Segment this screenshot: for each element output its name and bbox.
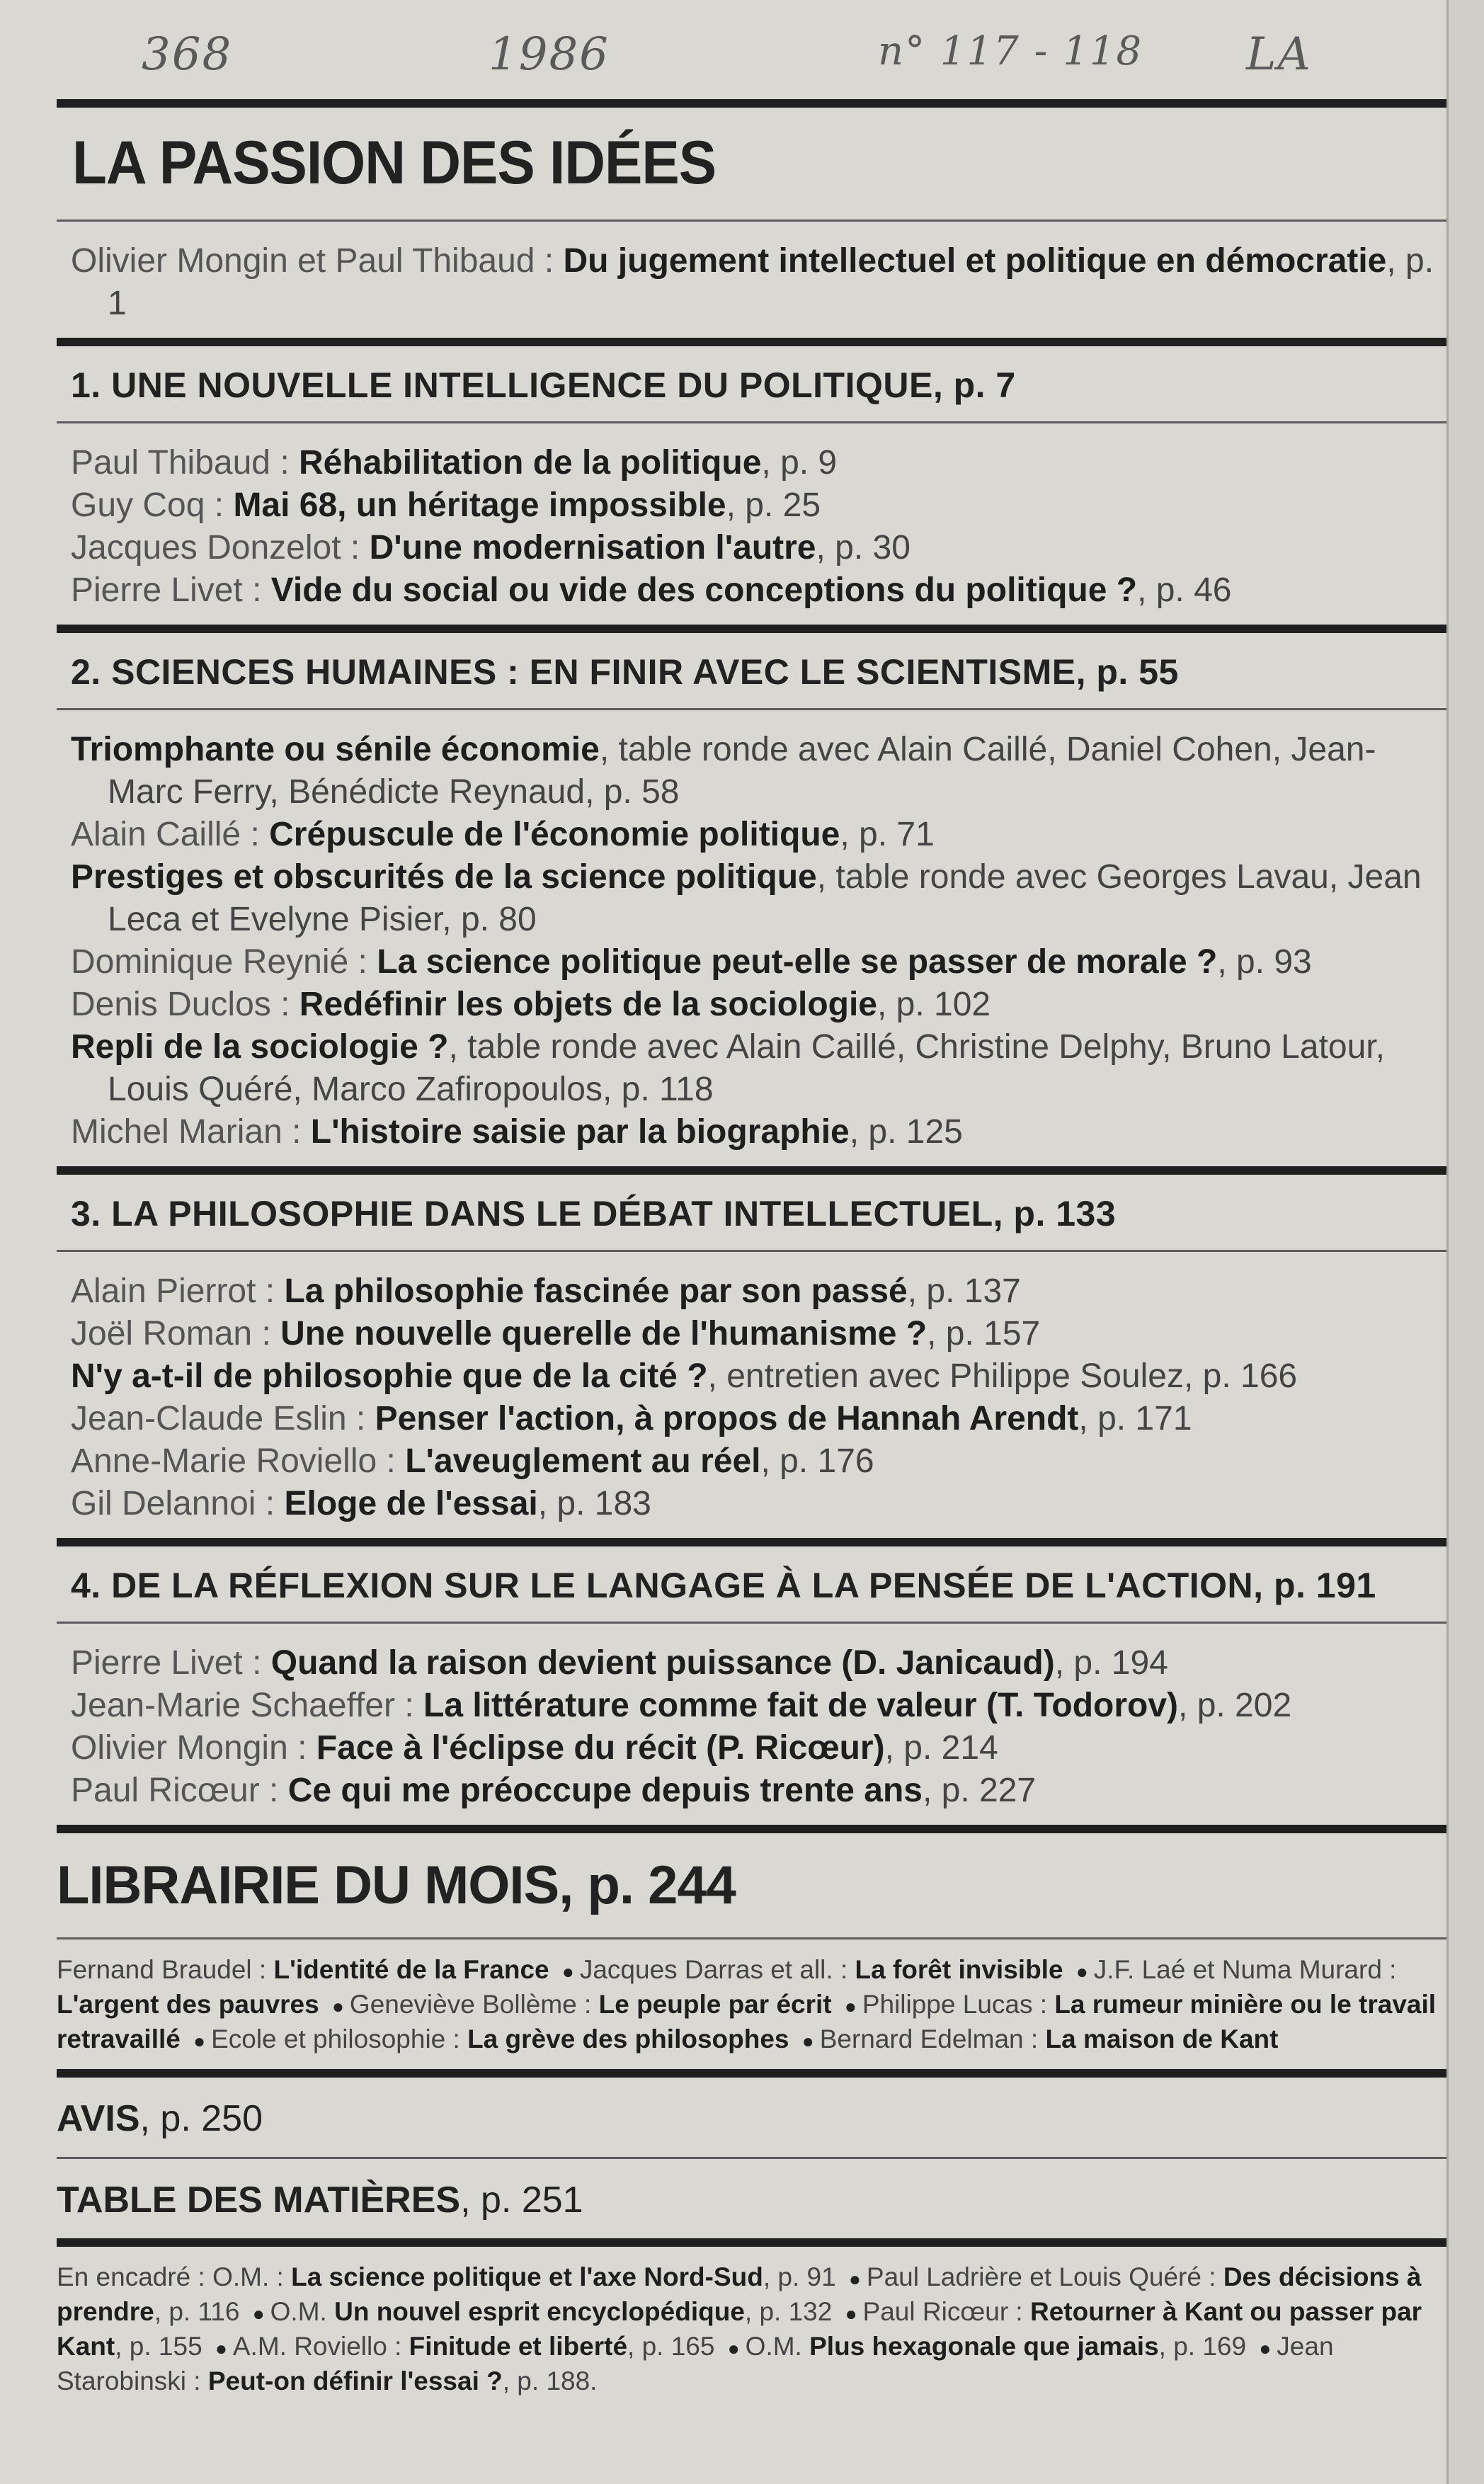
toc-entry bbox=[71, 1727, 1451, 1770]
review-title: L'identité de la France bbox=[273, 1955, 549, 1984]
entry-page: , p. 46 bbox=[1137, 571, 1232, 609]
review-title: Le peuple par écrit bbox=[598, 1990, 832, 2019]
review-author: Jacques Darras et all. : bbox=[579, 1955, 855, 1984]
section-heading bbox=[71, 1193, 1451, 1234]
entry-title: Prestiges et obscurités de la science politique bbox=[71, 858, 817, 896]
encadre-page: , p. 91 bbox=[763, 2262, 836, 2291]
entry-author: Michel Marian : bbox=[71, 1113, 311, 1151]
entry-page: , p. 9 bbox=[761, 444, 838, 482]
divider bbox=[57, 2157, 1451, 2159]
entry-page: , p. 25 bbox=[726, 486, 821, 524]
entry-list bbox=[71, 442, 1451, 612]
divider bbox=[57, 1250, 1451, 1252]
entry-author: Denis Duclos : bbox=[71, 986, 299, 1023]
divider-thick bbox=[57, 2069, 1451, 2078]
encadre-page: , p. 169 bbox=[1158, 2332, 1247, 2361]
toc-entry bbox=[71, 569, 1451, 612]
section-page: , p. 7 bbox=[932, 365, 1016, 405]
entry-page: , p. 1 bbox=[108, 242, 1434, 322]
encadre-title: Plus hexagonale que jamais bbox=[809, 2332, 1159, 2361]
entry-title: L'aveuglement au réel bbox=[405, 1442, 761, 1480]
bullet-separator: ● bbox=[252, 2303, 265, 2325]
entry-title: L'histoire saisie par la biographie bbox=[310, 1113, 850, 1151]
divider-thick bbox=[57, 625, 1451, 633]
entry-title: La science politique peut-elle se passer de morale ? bbox=[377, 943, 1218, 981]
divider-thick bbox=[57, 2238, 1451, 2247]
section-heading bbox=[71, 651, 1451, 693]
entry-page: , p. 194 bbox=[1054, 1644, 1168, 1682]
encadre-author: O.M. bbox=[745, 2332, 810, 2361]
entry-title: La philosophie fascinée par son passé bbox=[284, 1272, 908, 1310]
entry-page: , p. 171 bbox=[1078, 1400, 1192, 1437]
entry-title: Penser l'action, à propos de Hannah Arendt bbox=[375, 1400, 1079, 1437]
encadre-lead: En encadré : bbox=[57, 2262, 213, 2291]
entry-author: Jean-Marie Schaeffer : bbox=[71, 1687, 424, 1724]
entry-list bbox=[71, 1642, 1451, 1812]
bullet-separator: ● bbox=[561, 1961, 574, 1983]
encadre-author: A.M. Roviello : bbox=[232, 2332, 409, 2361]
entry-title: N'y a-t-il de philosophie que de la cité ? bbox=[71, 1357, 708, 1395]
bullet-separator: ● bbox=[215, 2337, 227, 2359]
encadre-page: , p. 165 bbox=[627, 2332, 715, 2361]
entry-page: , p. 227 bbox=[922, 1772, 1037, 1809]
encadre-page: , p. 116 bbox=[154, 2297, 240, 2326]
encadre-author: O.M. : bbox=[212, 2262, 292, 2291]
divider bbox=[57, 220, 1451, 222]
handwritten-note-1: 368 bbox=[142, 28, 233, 81]
page-edge bbox=[1446, 0, 1484, 2484]
entry-author: Jacques Donzelot : bbox=[71, 529, 370, 566]
section-title-text: 3. LA PHILOSOPHIE DANS LE DÉBAT INTELLECTUEL bbox=[71, 1194, 993, 1234]
entry-page: , entretien avec Philippe Soulez, p. 166 bbox=[707, 1357, 1298, 1395]
encadre-title: Peut-on définir l'essai ? bbox=[207, 2366, 503, 2395]
section-page: , p. 55 bbox=[1075, 652, 1179, 692]
toc-entry bbox=[71, 1355, 1451, 1398]
review-author: Fernand Braudel : bbox=[57, 1955, 274, 1984]
entry-title: Réhabilitation de la politique bbox=[299, 444, 762, 482]
divider-thick bbox=[57, 1538, 1451, 1546]
intro-entry bbox=[71, 240, 1451, 325]
toc-entry bbox=[71, 1111, 1451, 1153]
encadre-author: Jean Starobinski : bbox=[57, 2332, 1334, 2395]
entry-author: Dominique Reynié : bbox=[71, 943, 377, 981]
entry-page: , p. 183 bbox=[537, 1485, 651, 1522]
review-title: La maison de Kant bbox=[1045, 2024, 1279, 2053]
entry-author: Gil Delannoi : bbox=[71, 1485, 285, 1522]
entry-author: Joël Roman : bbox=[71, 1315, 281, 1352]
entry-page: , p. 125 bbox=[849, 1113, 963, 1151]
avis-heading: AVIS, p. 250 bbox=[57, 2098, 263, 2139]
entry-title: Du jugement intellectuel et politique en démocratie bbox=[563, 242, 1387, 280]
toc-entry bbox=[71, 527, 1451, 569]
entry-page: , p. 202 bbox=[1178, 1687, 1292, 1724]
bullet-separator: ● bbox=[193, 2030, 206, 2052]
toc-entry bbox=[71, 941, 1451, 984]
encadre-title: Des décisions à prendre bbox=[57, 2262, 1422, 2326]
toc-entry bbox=[71, 1642, 1451, 1685]
section-page: , p. 191 bbox=[1253, 1566, 1376, 1605]
entry-title: Face à l'éclipse du récit (P. Ricœur) bbox=[316, 1729, 885, 1767]
entry-title: Ce qui me préoccupe depuis trente ans bbox=[287, 1772, 923, 1809]
divider bbox=[57, 1937, 1451, 1939]
entry-title: Eloge de l'essai bbox=[284, 1485, 538, 1522]
entry-author: Pierre Livet : bbox=[71, 1644, 271, 1682]
handwritten-note-4: LA bbox=[1246, 28, 1312, 81]
section-title-text: 2. SCIENCES HUMAINES : EN FINIR AVEC LE SCIENTISME bbox=[71, 652, 1076, 692]
divider-thick bbox=[57, 338, 1451, 346]
divider bbox=[57, 1622, 1451, 1624]
entry-author: Paul Ricœur : bbox=[71, 1772, 288, 1809]
entry-page: , p. 71 bbox=[840, 816, 935, 853]
encadre-author: O.M. bbox=[270, 2297, 335, 2326]
entry-page: , table ronde avec Georges Lavau, Jean Leca et Evelyne Pisier, p. 80 bbox=[108, 858, 1422, 938]
encadre-title: La science politique et l'axe Nord-Sud bbox=[291, 2262, 763, 2291]
toc-entry bbox=[71, 1440, 1451, 1483]
table-of-contents bbox=[57, 99, 1451, 2409]
toc-entry bbox=[71, 729, 1451, 814]
review-title: La grève des philosophes bbox=[467, 2024, 789, 2053]
handwritten-note-3: n° 117 - 118 bbox=[878, 28, 1143, 74]
entry-page: , p. 102 bbox=[877, 986, 991, 1023]
toc-entry bbox=[71, 1685, 1451, 1727]
bullet-separator: ● bbox=[845, 2303, 857, 2325]
encadre-page: , p. 155 bbox=[115, 2332, 202, 2361]
librairie-title: LIBRAIRIE DU MOIS, p. 244 bbox=[57, 1855, 736, 1915]
bullet-separator: ● bbox=[727, 2337, 740, 2359]
toc-entry bbox=[71, 1026, 1451, 1111]
toc-entry bbox=[71, 984, 1451, 1026]
section-heading bbox=[71, 1565, 1451, 1606]
encadre-title: Finitude et liberté bbox=[409, 2332, 628, 2361]
bullet-separator: ● bbox=[1259, 2337, 1272, 2359]
entry-author: Paul Thibaud : bbox=[71, 444, 299, 482]
review-author: Philippe Lucas : bbox=[862, 1990, 1055, 2019]
divider bbox=[57, 421, 1451, 423]
divider bbox=[57, 708, 1451, 710]
entry-list bbox=[71, 1270, 1451, 1525]
entry-page: , p. 157 bbox=[927, 1315, 1041, 1352]
section-page: , p. 133 bbox=[993, 1194, 1117, 1234]
entry-author: Olivier Mongin et Paul Thibaud : bbox=[71, 242, 554, 280]
entry-author: Alain Caillé : bbox=[71, 816, 270, 853]
entry-title: Quand la raison devient puissance (D. Janicaud) bbox=[270, 1644, 1055, 1682]
encadre-title: Retourner à Kant ou passer par Kant bbox=[57, 2297, 1422, 2361]
divider-thick bbox=[57, 1166, 1451, 1175]
entry-author: Anne-Marie Roviello : bbox=[71, 1442, 406, 1480]
entry-list bbox=[71, 729, 1451, 1153]
entry-title: Vide du social ou vide des conceptions du politique ? bbox=[270, 571, 1138, 609]
entry-page: , p. 93 bbox=[1217, 943, 1312, 981]
entry-title: Redéfinir les objets de la sociologie bbox=[299, 986, 877, 1023]
entry-page: , p. 214 bbox=[884, 1729, 998, 1767]
toc-entry bbox=[71, 484, 1451, 527]
handwritten-note-2: 1986 bbox=[489, 28, 610, 81]
review-title: L'argent des pauvres bbox=[57, 1990, 319, 2019]
entry-title: Mai 68, un héritage impossible bbox=[233, 486, 726, 524]
entry-title: La littérature comme fait de valeur (T. Todorov) bbox=[423, 1687, 1179, 1724]
entry-title: Une nouvelle querelle de l'humanisme ? bbox=[280, 1315, 928, 1352]
entry-author: Olivier Mongin : bbox=[71, 1729, 316, 1767]
encadre-title: Un nouvel esprit encyclopédique bbox=[334, 2297, 745, 2326]
entry-title: Repli de la sociologie ? bbox=[71, 1028, 449, 1066]
toc-entry bbox=[71, 856, 1451, 941]
entry-page: , table ronde avec Alain Caillé, Christine Delphy, Bruno Latour, Louis Quéré, Marco Zafiropoulos, p. 118 bbox=[108, 1028, 1385, 1108]
toc-entry bbox=[71, 1398, 1451, 1440]
bullet-separator: ● bbox=[801, 2030, 814, 2052]
librairie-list bbox=[57, 1954, 1451, 2058]
entry-title: Crépuscule de l'économie politique bbox=[269, 816, 840, 853]
review-author: Geneviève Bollème : bbox=[349, 1990, 599, 2019]
entry-title: Triomphante ou sénile économie bbox=[71, 731, 600, 768]
section-heading bbox=[71, 365, 1451, 406]
bullet-separator: ● bbox=[1075, 1961, 1088, 1983]
toc-entry bbox=[71, 442, 1451, 484]
encadre-author: Paul Ricœur : bbox=[862, 2297, 1030, 2326]
top-rule bbox=[57, 99, 1451, 108]
entry-page: , p. 176 bbox=[760, 1442, 874, 1480]
encadre-list bbox=[57, 2261, 1451, 2398]
toc-entry bbox=[71, 1483, 1451, 1525]
review-author: J.F. Laé et Numa Murard : bbox=[1093, 1955, 1397, 1984]
entry-page: , p. 137 bbox=[907, 1272, 1021, 1310]
toc-entry bbox=[71, 814, 1451, 856]
bullet-separator: ● bbox=[332, 1995, 344, 2017]
review-author: Ecole et philosophie : bbox=[211, 2024, 468, 2053]
review-author: Bernard Edelman : bbox=[819, 2024, 1046, 2053]
toc-entry bbox=[71, 1313, 1451, 1355]
encadre-author: Paul Ladrière et Louis Quéré : bbox=[866, 2262, 1223, 2291]
entry-author: Jean-Claude Eslin : bbox=[71, 1400, 375, 1437]
entry-author: Alain Pierrot : bbox=[71, 1272, 285, 1310]
encadre-page: , p. 132 bbox=[744, 2297, 833, 2326]
main-title: LA PASSION DES IDÉES bbox=[72, 128, 717, 197]
table-heading: TABLE DES MATIÈRES, p. 251 bbox=[57, 2180, 583, 2221]
bullet-separator: ● bbox=[844, 1995, 857, 2017]
review-title: La rumeur minière ou le travail retravaillé bbox=[57, 1990, 1437, 2053]
entry-author: Pierre Livet : bbox=[71, 571, 271, 609]
encadre-page: , p. 188. bbox=[502, 2366, 598, 2395]
sections bbox=[57, 338, 1451, 1812]
bullet-separator: ● bbox=[848, 2268, 861, 2290]
section-title-text: 1. UNE NOUVELLE INTELLIGENCE DU POLITIQUE bbox=[71, 365, 933, 405]
divider-thick bbox=[57, 1825, 1451, 1833]
review-title: La forêt invisible bbox=[855, 1955, 1063, 1984]
entry-title: D'une modernisation l'autre bbox=[369, 529, 816, 566]
entry-page: , p. 30 bbox=[816, 529, 911, 566]
toc-entry bbox=[71, 1270, 1451, 1313]
section-title-text: 4. DE LA RÉFLEXION SUR LE LANGAGE À LA PENSÉE DE L'ACTION bbox=[71, 1566, 1254, 1605]
toc-entry bbox=[71, 1770, 1451, 1812]
entry-page: , table ronde avec Alain Caillé, Daniel Cohen, Jean-Marc Ferry, Bénédicte Reynaud, p. 58 bbox=[108, 731, 1376, 811]
entry-author: Guy Coq : bbox=[71, 486, 234, 524]
